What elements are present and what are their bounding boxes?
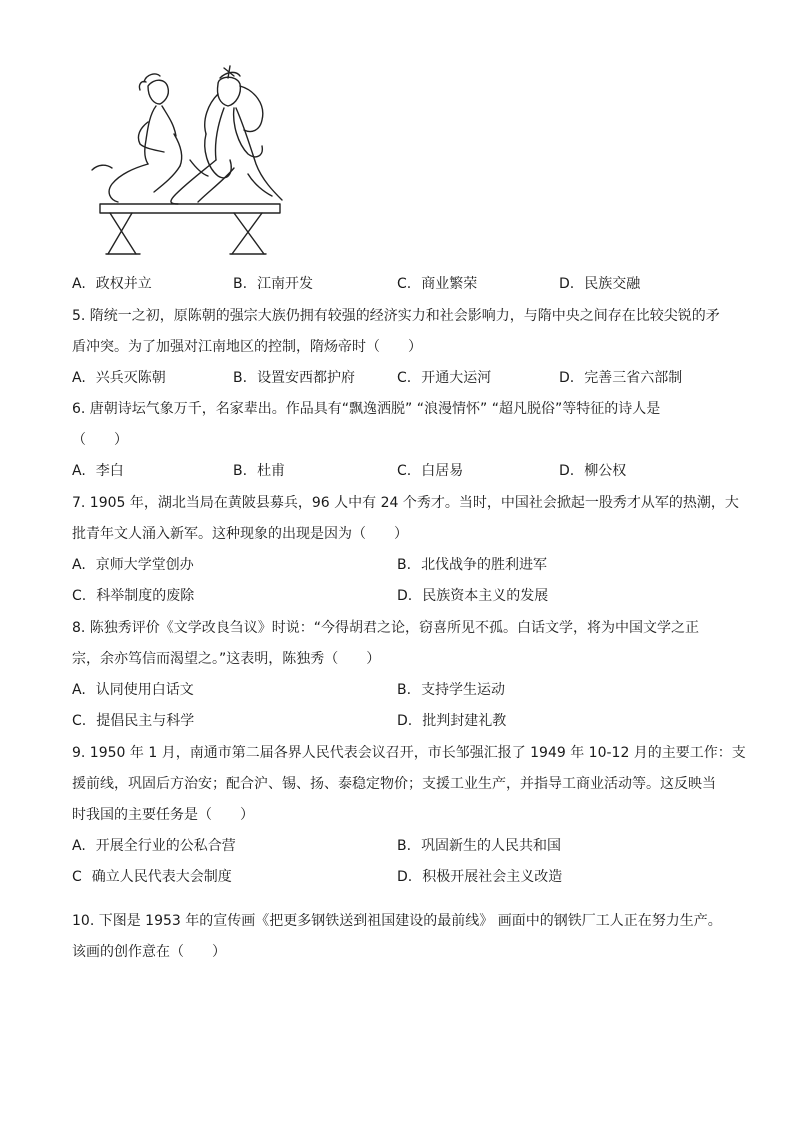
q8-option-d[interactable] (397, 711, 506, 731)
option-letter: A. (72, 370, 86, 386)
option-text: 巩固新生的人民共和国 (421, 838, 562, 854)
q5-stem-line-1: 5. 隋统一之初，原陈朝的强宗大族仍拥有较强的经济实力和社会影响力，与隋中央之间存在比较尖锐的矛 (72, 308, 720, 324)
option-letter: D. (397, 713, 413, 729)
option-letter: B. (397, 557, 412, 573)
option-text: 兴兵灭陈朝 (95, 370, 166, 386)
q5-option-a[interactable] (72, 368, 166, 388)
option-text: 李白 (95, 463, 124, 479)
option-letter: D. (397, 869, 413, 885)
option-text: 民族交融 (584, 276, 641, 292)
option-text: 北伐战争的胜利进军 (421, 557, 548, 573)
q6-option-d[interactable] (559, 461, 626, 481)
option-text: 科举制度的废除 (96, 588, 195, 604)
q6-option-a[interactable] (72, 461, 124, 481)
q9-stem-line-3: 时我国的主要任务是（ ） (72, 807, 254, 823)
option-letter: A. (72, 682, 86, 698)
q9-option-d[interactable] (397, 867, 562, 887)
option-text: 商业繁荣 (421, 276, 478, 292)
option-letter: C. (72, 713, 87, 729)
option-letter: C. (397, 276, 412, 292)
q8-option-c[interactable] (72, 711, 194, 731)
q9-option-b[interactable] (397, 836, 561, 856)
q8-option-b[interactable] (397, 680, 505, 700)
q7-option-d[interactable] (397, 586, 548, 606)
option-letter: A. (72, 463, 86, 479)
option-letter: B. (233, 276, 248, 292)
q9-option-c[interactable] (72, 867, 232, 887)
option-text: 设置安西都护府 (257, 370, 356, 386)
option-letter: A. (72, 276, 86, 292)
option-text: 京师大学堂创办 (95, 557, 194, 573)
option-letter: D. (559, 276, 575, 292)
option-letter: B. (233, 370, 248, 386)
two-figures-drawing (84, 64, 294, 260)
option-letter: B. (397, 682, 412, 698)
option-letter: C. (72, 588, 87, 604)
option-letter: A. (72, 838, 86, 854)
q6-stem-line-1: 6. 唐朝诗坛气象万千，名家辈出。作品具有“飘逸洒脱” “浪漫情怀” “超凡脱俗”等特征的诗人是 (72, 401, 661, 417)
option-text: 白居易 (421, 463, 464, 479)
q7-stem-line-1: 7. 1905 年，湖北当局在黄陂县募兵，96 人中有 24 个秀才。当时，中国社会掀起一股秀才从军的热潮，大 (72, 495, 739, 511)
option-text: 开展全行业的公私合营 (95, 838, 236, 854)
option-text: 杜甫 (257, 463, 286, 479)
option-letter: C. (397, 370, 412, 386)
q7-option-a[interactable] (72, 555, 194, 575)
option-letter: B. (397, 838, 412, 854)
option-text: 民族资本主义的发展 (422, 588, 549, 604)
option-letter: A. (72, 557, 86, 573)
q6-option-b[interactable] (233, 461, 285, 481)
q5-stem-line-2: 盾冲突。为了加强对江南地区的控制，隋炀帝时（ ） (72, 339, 422, 355)
q8-stem-line-2: 宗，余亦笃信而渴望之。”这表明，陈独秀（ ） (72, 651, 381, 667)
option-text: 批判封建礼教 (422, 713, 507, 729)
q5-option-b[interactable] (233, 368, 355, 388)
q5-option-c[interactable] (397, 368, 491, 388)
option-text: 积极开展社会主义改造 (422, 869, 563, 885)
q5-option-d[interactable] (559, 368, 682, 388)
q4-option-d[interactable] (559, 274, 640, 294)
q7-stem-line-2: 批青年文人涌入新军。这种现象的出现是因为（ ） (72, 526, 408, 542)
option-letter: D. (559, 370, 575, 386)
q9-stem-line-1: 9. 1950 年 1 月，南通市第二届各界人民代表会议召开，市长邹强汇报了 1949 年 10-12 月的主要工作：支 (72, 745, 746, 761)
option-text: 开通大运河 (421, 370, 492, 386)
option-letter: C. (397, 463, 412, 479)
option-text: 江南开发 (257, 276, 314, 292)
q7-option-c[interactable] (72, 586, 194, 606)
q6-stem-line-2: （ ） (72, 432, 128, 448)
option-letter: D. (559, 463, 575, 479)
option-text: 提倡民主与科学 (96, 713, 195, 729)
option-text: 柳公权 (584, 463, 627, 479)
option-text: 确立人民代表大会制度 (91, 869, 232, 885)
q10-stem-line-2: 该画的创作意在（ ） (72, 944, 226, 960)
option-letter: C (72, 869, 82, 885)
q9-stem-line-2: 援前线，巩固后方治安；配合沪、锡、扬、泰稳定物价；支援工业生产，并指导工商业活动等。这反映当 (72, 776, 716, 792)
q4-option-a[interactable] (72, 274, 152, 294)
option-letter: D. (397, 588, 413, 604)
q7-option-b[interactable] (397, 555, 547, 575)
q4-option-b[interactable] (233, 274, 313, 294)
q9-option-a[interactable] (72, 836, 236, 856)
option-text: 完善三省六部制 (584, 370, 683, 386)
question-illustration (84, 64, 294, 260)
q8-option-a[interactable] (72, 680, 194, 700)
option-text: 支持学生运动 (421, 682, 506, 698)
q4-option-c[interactable] (397, 274, 477, 294)
option-letter: B. (233, 463, 248, 479)
option-text: 认同使用白话文 (95, 682, 194, 698)
q6-option-c[interactable] (397, 461, 463, 481)
option-text: 政权并立 (95, 276, 152, 292)
q10-stem-line-1: 10. 下图是 1953 年的宣传画《把更多钢铁送到祖国建设的最前线》 画面中的钢铁厂工人正在努力生产。 (72, 913, 722, 929)
q8-stem-line-1: 8. 陈独秀评价《文学改良刍议》时说：“今得胡君之论，窃喜所见不孤。白话文学，将为中国文学之正 (72, 620, 700, 636)
